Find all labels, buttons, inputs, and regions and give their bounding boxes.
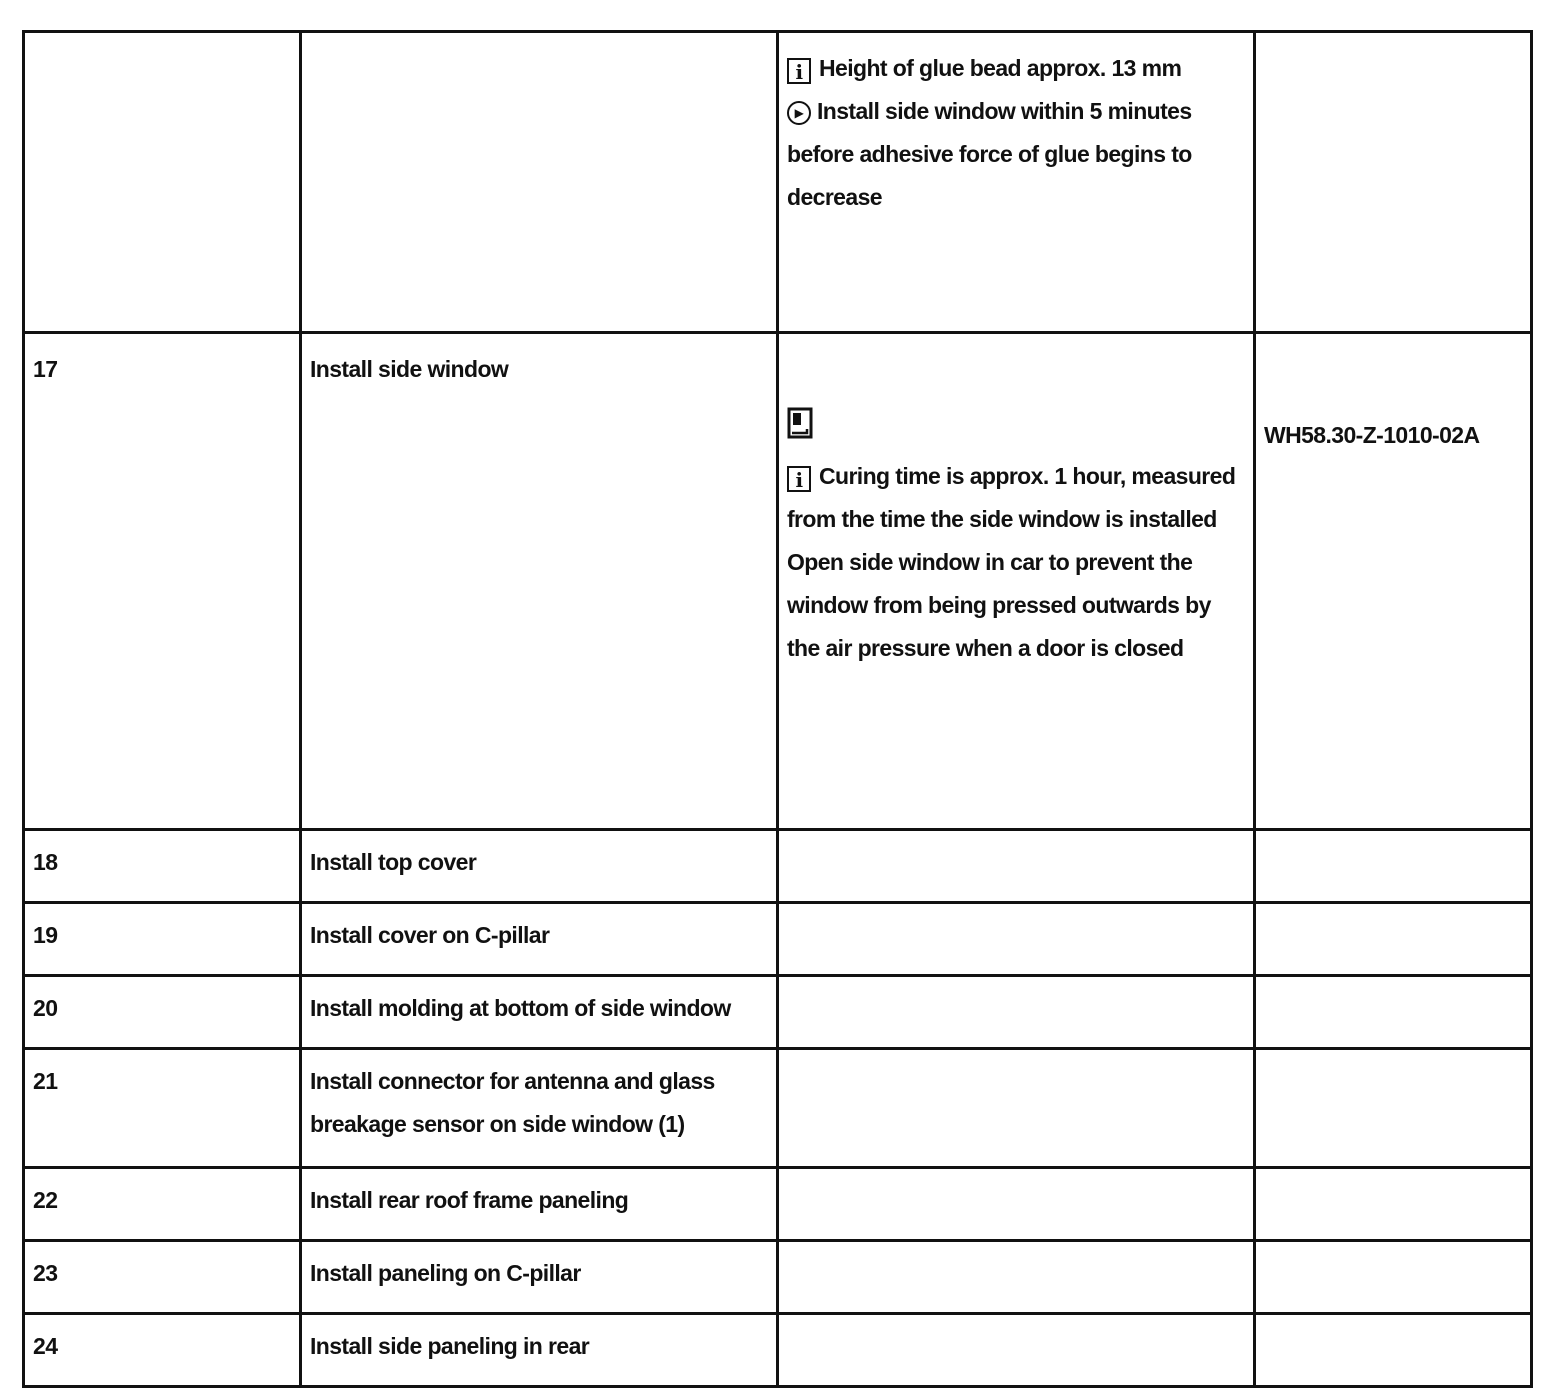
info-box-icon: i — [787, 466, 811, 492]
step-number-cell: 20 — [24, 976, 301, 1049]
reference-cell — [1255, 1314, 1532, 1387]
table-row — [24, 976, 1532, 1049]
reference-cell — [1255, 1241, 1532, 1314]
notes-cell — [778, 1168, 1255, 1241]
info-box-icon: i — [787, 58, 811, 84]
table-row — [24, 32, 1532, 333]
notes-cell — [778, 830, 1255, 903]
tool-icon-line — [787, 400, 1245, 443]
action-cell: Install paneling on C-pillar — [301, 1241, 778, 1314]
reference-cell — [1255, 1049, 1532, 1168]
table-row — [24, 1314, 1532, 1387]
extra-note-text: Open side window in car to prevent the window from being pressed outwards by the air pressure when a door is closed — [787, 549, 1211, 661]
info-note — [787, 455, 1245, 541]
step-number-cell: 24 — [24, 1314, 301, 1387]
reference-cell — [1255, 1168, 1532, 1241]
spacer — [787, 443, 1245, 455]
table-row — [24, 333, 1532, 830]
notes-cell — [778, 1314, 1255, 1387]
table-row — [24, 830, 1532, 903]
instruction-table — [22, 30, 1533, 1388]
action-cell: Install rear roof frame paneling — [301, 1168, 778, 1241]
caution-note-text: Install side window within 5 minutes before adhesive force of glue begins to decrease — [787, 98, 1192, 210]
table-row — [24, 1168, 1532, 1241]
step-number-cell — [24, 32, 301, 333]
action-cell: Install side window — [301, 333, 778, 830]
reference-cell: WH58.30-Z-1010-02A — [1255, 333, 1532, 830]
reference-cell — [1255, 976, 1532, 1049]
action-cell: Install connector for antenna and glass breakage sensor on side window (1) — [301, 1049, 778, 1168]
notes-cell — [778, 976, 1255, 1049]
info-note-text: Height of glue bead approx. 13 mm — [819, 55, 1182, 81]
step-number-cell: 17 — [24, 333, 301, 830]
reference-cell — [1255, 32, 1532, 333]
notes-cell — [778, 333, 1255, 830]
reference-cell — [1255, 903, 1532, 976]
table-row — [24, 1241, 1532, 1314]
table-row — [24, 1049, 1532, 1168]
notes-cell — [778, 32, 1255, 333]
reference-cell — [1255, 830, 1532, 903]
action-cell: Install side paneling in rear — [301, 1314, 778, 1387]
caution-note — [787, 90, 1245, 219]
step-number-cell: 21 — [24, 1049, 301, 1168]
info-note-text: Curing time is approx. 1 hour, measured from the time the side window is installed — [787, 463, 1236, 532]
action-cell: Install molding at bottom of side window — [301, 976, 778, 1049]
caution-circle-icon: ▶ — [787, 101, 811, 125]
document-tool-icon — [787, 407, 813, 439]
step-number-cell: 23 — [24, 1241, 301, 1314]
action-cell — [301, 32, 778, 333]
action-cell: Install cover on C-pillar — [301, 903, 778, 976]
info-note — [787, 47, 1245, 90]
action-cell: Install top cover — [301, 830, 778, 903]
step-number-cell: 19 — [24, 903, 301, 976]
notes-cell — [778, 903, 1255, 976]
notes-cell — [778, 1049, 1255, 1168]
notes-cell — [778, 1241, 1255, 1314]
step-number-cell: 22 — [24, 1168, 301, 1241]
step-number-cell: 18 — [24, 830, 301, 903]
table-row — [24, 903, 1532, 976]
